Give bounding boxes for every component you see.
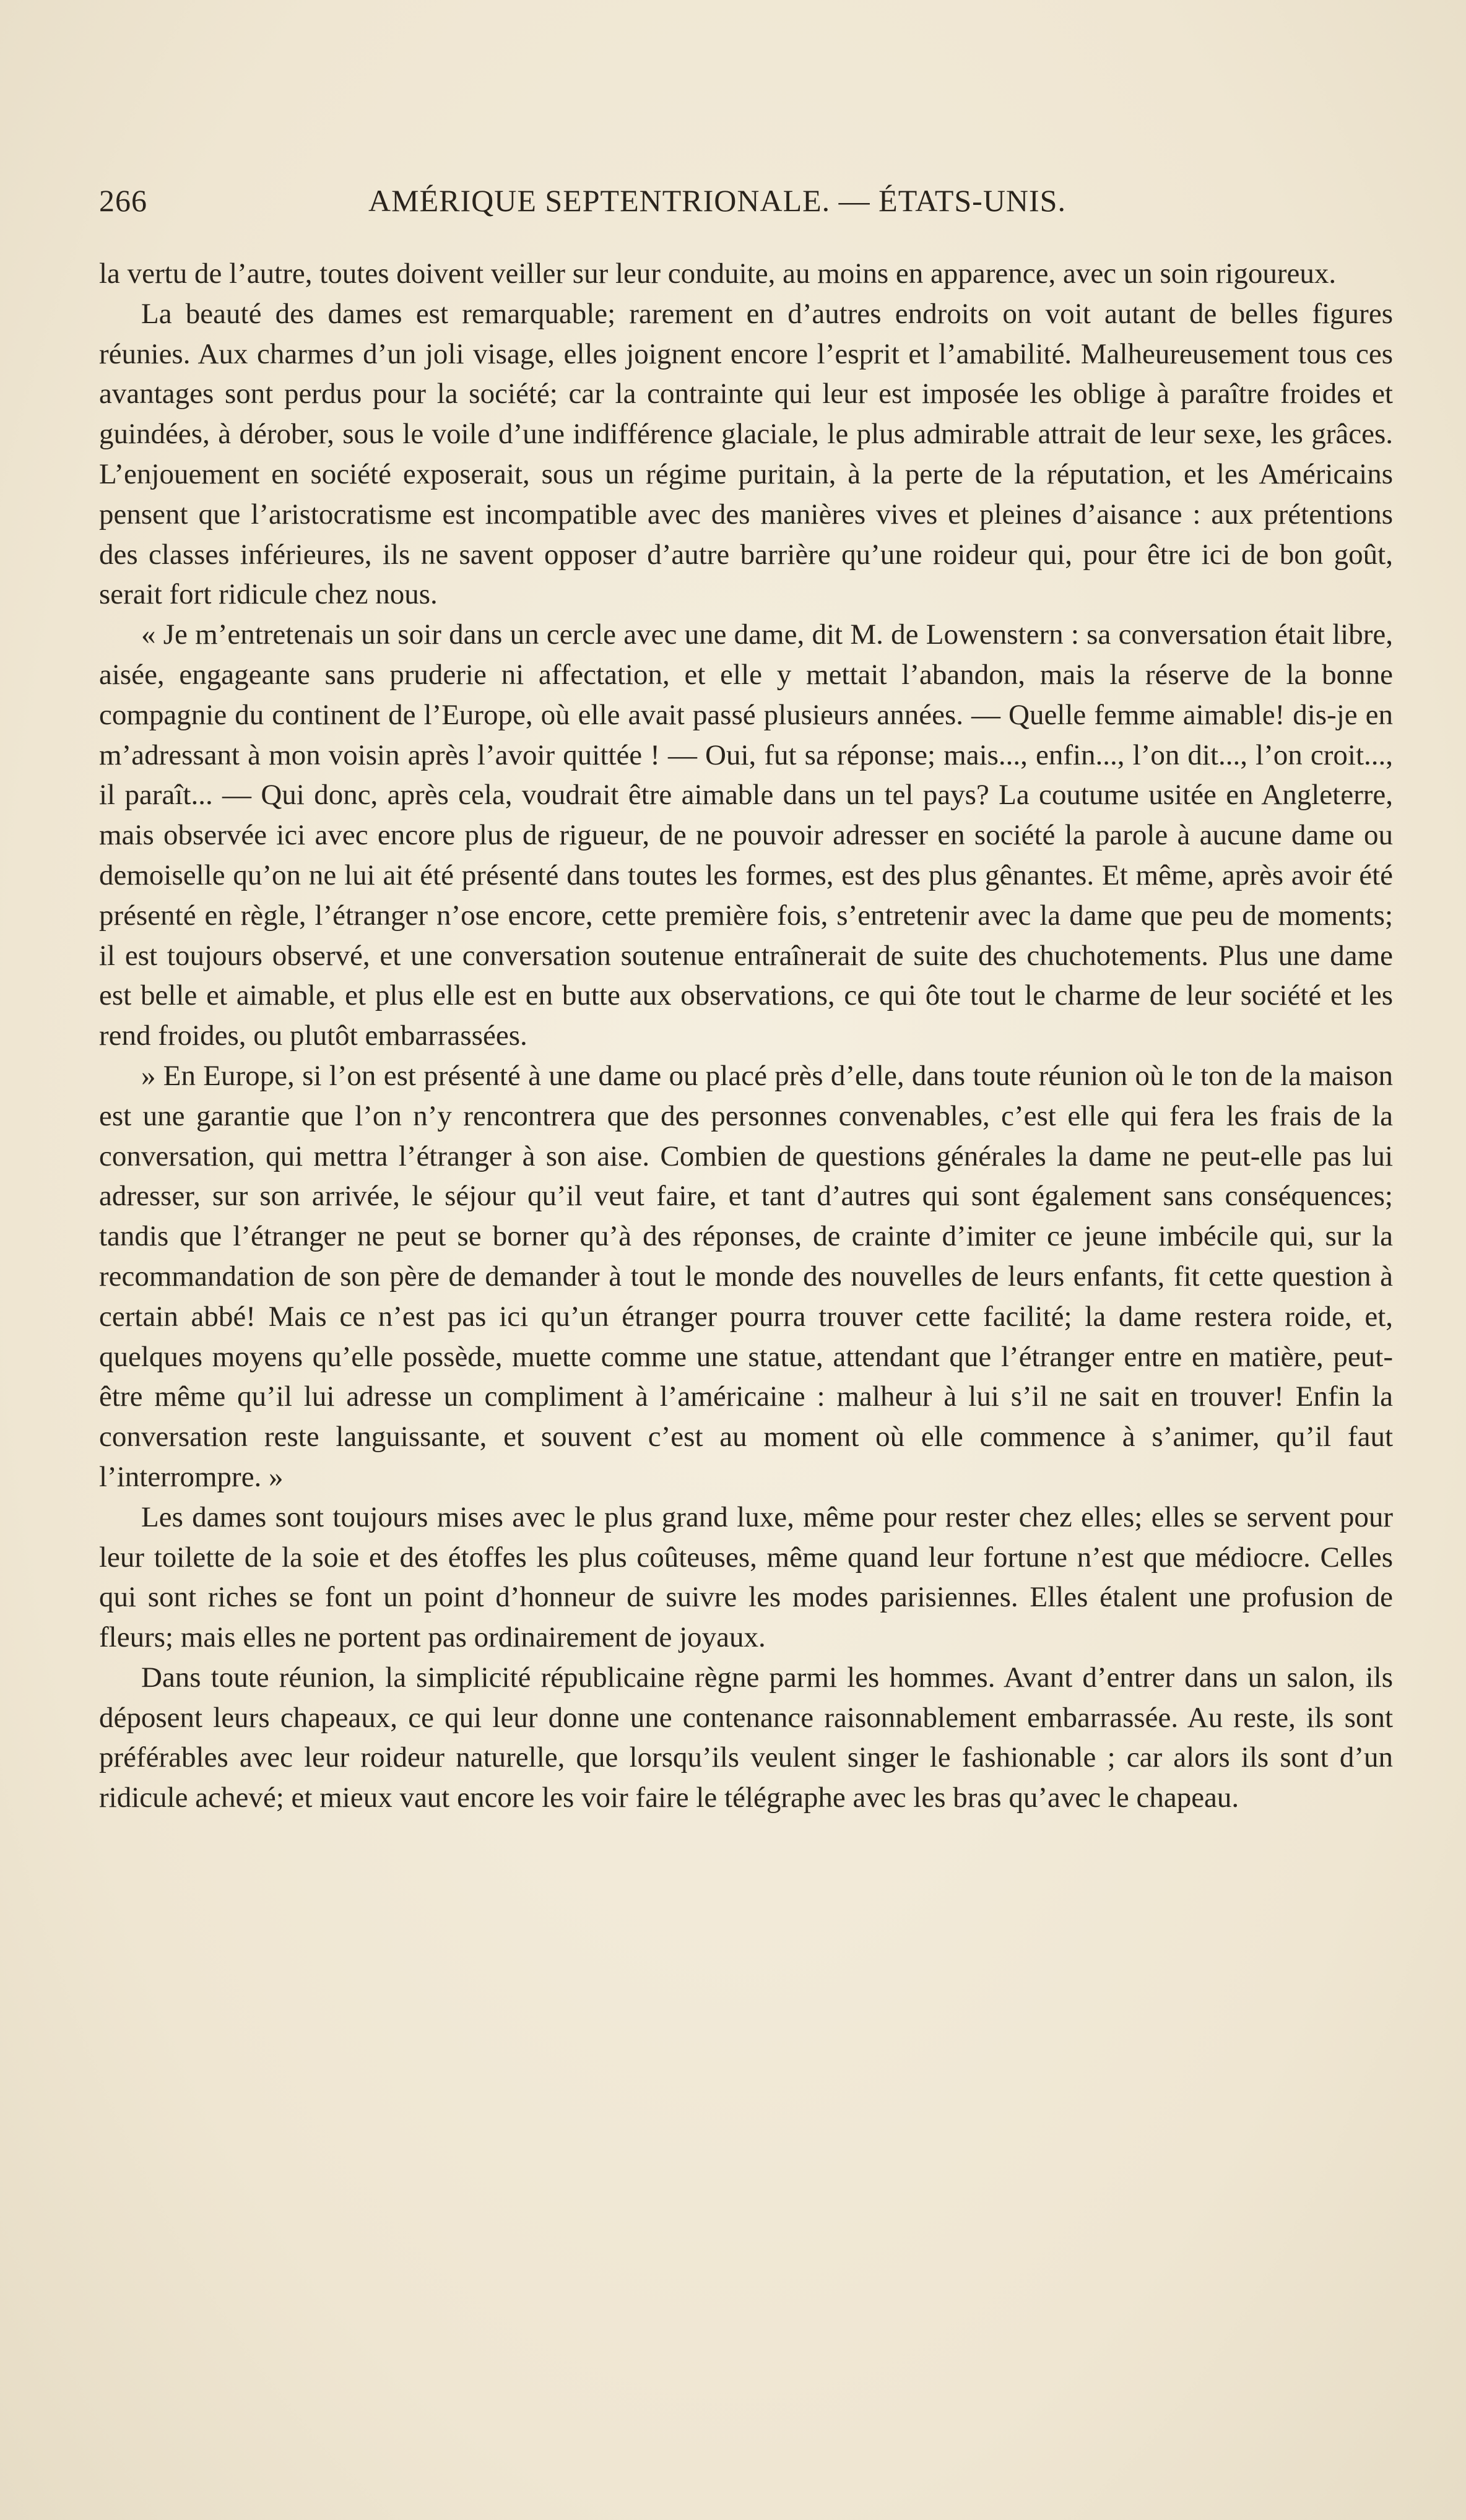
paragraph-beauty: La beauté des dames est remarquable; rarement en d’autres endroits on voit autant de belles figures réunies. Aux charmes d’un joli visage, elles joignent encore l’esprit et l’amabilité. Malheureusement tous ces avantages sont perdus pour la société; car la contrainte qui leur est imposée les oblige à paraître froides et guindées, à dérober, sous le voile d’une indifférence glaciale, le plus admirable attrait de leur sexe, les grâces. L’enjouement en société exposerait, sous un régime puritain, à la perte de la réputation, et les Américains pensent que l’aristocratisme est incompatible avec des manières vives et pleines d’aisance : aux prétentions des classes inférieures, ils ne savent opposer d’autre barrière qu’une roideur qui, pour être ici de bon goût, serait fort ridicule chez nous. [99,297,1393,611]
paragraph-men: Dans toute réunion, la simplicité républicaine règne parmi les hommes. Avant d’entrer dans un salon, ils déposent leurs chapeaux, ce qui leur donne une contenance raisonnablement embarrassée. Au reste, ils sont préférables avec leur roideur naturelle, que lorsqu’ils veulent singer le fashionable ; car alors ils sont d’un ridicule achevé; et mieux vaut encore les voir faire le télégraphe avec les bras qu’avec le chapeau. [99,1661,1393,1814]
paragraph-europe-quote: » En Europe, si l’on est présenté à une dame ou placé près d’elle, dans toute réunion où le ton de la maison est une garantie que l’on n’y rencontrera que des personnes convenables, c’est elle qui fera les frais de la conversation, qui mettra l’étranger à son aise. Combien de questions générales la dame ne peut-elle pas lui adresser, sur son arrivée, le séjour qu’il veut faire, et tant d’autres qui sont également sans conséquences; tandis que l’étranger ne peut se borner qu’à des réponses, de crainte d’imiter ce jeune imbécile qui, sur la recommandation de son père de demander à tout le monde des nouvelles de leurs enfants, fit cette question à certain abbé! Mais ce n’est pas ici qu’un étranger pourra trouver cette facilité; la dame restera roide, et, quelques moyens qu’elle possède, muette comme une statue, attendant que l’étranger entre en matière, peut-être même qu’il lui adresse un compliment à l’américaine : malheur à lui s’il ne sait en trouver! Enfin la conversation reste languissante, et souvent c’est au moment où elle commence à s’animer, qu’il faut l’interrompre. » [99,1059,1393,1493]
paragraph-lowenstern-quote: « Je m’entretenais un soir dans un cercle avec une dame, dit M. de Lowenstern : sa conversation était libre, aisée, engageante sans pruderie ni affectation, et elle y mettait l’abandon, mais la réserve de la bonne compagnie du continent de l’Europe, où elle avait passé plusieurs années. — Quelle femme aimable! dis-je en m’adressant à mon voisin après l’avoir quittée ! — Oui, fut sa réponse; mais..., enfin..., l’on dit..., l’on croit..., il paraît... — Qui donc, après cela, voudrait être aimable dans un tel pays? La coutume usitée en Angleterre, mais observée ici avec encore plus de rigueur, de ne pouvoir adresser en société la parole à aucune dame ou demoiselle qu’on ne lui ait été présenté dans toutes les formes, est des plus gênantes. Et même, après avoir été présenté en règle, l’étranger n’ose encore, cette première fois, s’entretenir avec la dame que peu de moments; il est toujours observé, et une conversation soutenue entraînerait de suite des chuchotements. Plus une dame est belle et aimable, et plus elle est en butte aux observations, ce qui ôte tout le charme de leur société et les rend froides, ou plutôt embarrassées. [99,618,1393,1052]
page-header [99,176,1145,226]
paragraph-continuation: la vertu de l’autre, toutes doivent veiller sur leur conduite, au moins en apparence, avec un soin rigoureux. [99,258,1337,290]
body-text [99,254,1393,1818]
page-number: 266 [99,183,147,218]
paragraph-dress: Les dames sont toujours mises avec le plus grand luxe, même pour rester chez elles; elles se servent pour leur toilette de la soie et des étoffes les plus coûteuses, même quand leur fortune n’est que médiocre. Celles qui sont riches se font un point d’honneur de suivre les modes parisiennes. Elles étalent une profusion de fleurs; mais elles ne portent pas ordinairement de joyaux. [99,1500,1393,1654]
running-title: AMÉRIQUE SEPTENTRIONALE. — ÉTATS-UNIS. [368,183,1066,218]
